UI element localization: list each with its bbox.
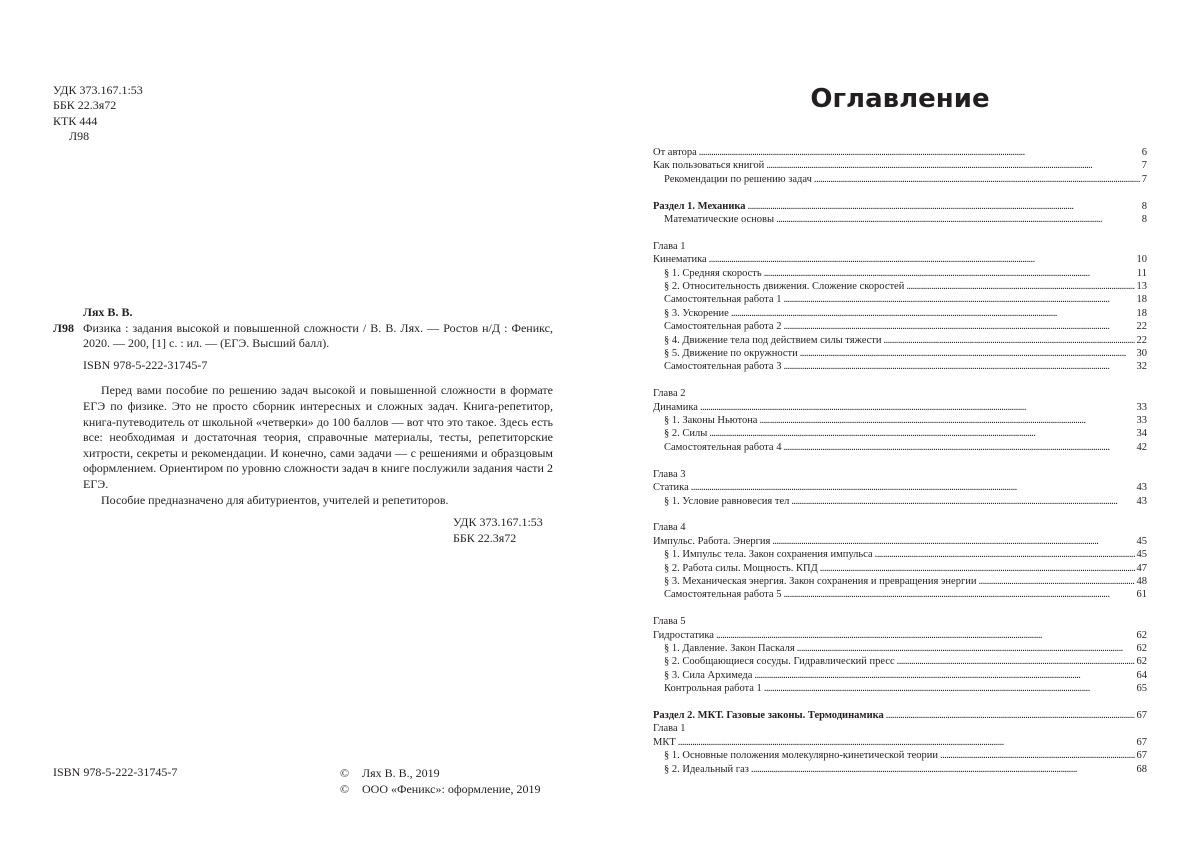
toc-page-number: 11 bbox=[1136, 267, 1147, 279]
toc-entry-title: Раздел 2. МКТ. Газовые законы. Термодинамика bbox=[653, 709, 884, 721]
copyright-line bbox=[340, 781, 541, 797]
toc-entry-title: § 5. Движение по окружности bbox=[664, 348, 798, 360]
toc-row bbox=[653, 280, 1147, 293]
toc-page-number: 10 bbox=[1136, 254, 1147, 266]
toc-page-number: 13 bbox=[1136, 281, 1147, 293]
toc-row bbox=[653, 320, 1147, 333]
toc-entry-title: § 2. Сообщающиеся сосуды. Гидравлический пресс bbox=[664, 656, 895, 668]
copyright-icon: © bbox=[340, 782, 350, 796]
toc-leader-dots bbox=[897, 655, 1135, 668]
toc-row bbox=[653, 347, 1147, 360]
toc-spacer bbox=[653, 186, 1147, 199]
toc-section-row bbox=[653, 200, 1147, 213]
toc-entry-title: § 1. Импульс тела. Закон сохранения импульса bbox=[664, 549, 873, 561]
udk-code: УДК 373.167.1:53 bbox=[53, 83, 143, 97]
toc-leader-dots bbox=[884, 334, 1135, 347]
toc-page-number: 67 bbox=[1136, 709, 1147, 721]
toc-leader-dots bbox=[797, 642, 1135, 655]
toc-page-number: 8 bbox=[1141, 214, 1147, 226]
toc-section-row bbox=[653, 709, 1147, 722]
toc-leader-dots bbox=[764, 267, 1135, 280]
toc-row bbox=[653, 253, 1147, 266]
toc-row bbox=[653, 669, 1147, 682]
toc-row bbox=[653, 146, 1147, 159]
toc-leader-dots bbox=[678, 736, 1135, 749]
toc-row bbox=[653, 562, 1147, 575]
toc-entry-title: § 2. Относительность движения. Сложение скоростей bbox=[664, 281, 905, 293]
toc-leader-dots bbox=[875, 548, 1135, 561]
toc-row bbox=[653, 414, 1147, 427]
toc-row bbox=[653, 267, 1147, 280]
toc-entry-title: Контрольная работа 1 bbox=[664, 683, 762, 695]
copyright-block bbox=[340, 765, 541, 797]
udk-right: УДК 373.167.1:53 bbox=[453, 515, 543, 530]
toc-page-number: 34 bbox=[1136, 428, 1147, 440]
toc-leader-dots bbox=[820, 562, 1135, 575]
toc-spacer bbox=[653, 226, 1147, 239]
toc-page-number: 32 bbox=[1136, 361, 1147, 373]
toc-page-number: 7 bbox=[1141, 173, 1147, 185]
toc-chapter-label: Глава 2 bbox=[653, 388, 686, 400]
toc-row bbox=[653, 535, 1147, 548]
toc-page-number: 18 bbox=[1136, 307, 1147, 319]
classification-codes bbox=[53, 83, 143, 145]
toc-page-number: 18 bbox=[1136, 294, 1147, 306]
toc-entry-title: § 3. Сила Архимеда bbox=[664, 669, 753, 681]
toc-leader-dots bbox=[691, 481, 1135, 494]
toc-page-number: 67 bbox=[1136, 750, 1147, 762]
toc-entry-title: Как пользоваться книгой bbox=[653, 160, 765, 172]
annotation bbox=[53, 383, 553, 508]
toc-page-number: 64 bbox=[1136, 669, 1147, 681]
toc-entry-title: § 2. Силы bbox=[664, 428, 708, 440]
toc-entry-title: § 1. Средняя скорость bbox=[664, 267, 762, 279]
toc-entry-title: § 2. Работа силы. Мощность. КПД bbox=[664, 562, 818, 574]
annotation-paragraph: Пособие предназначено для абитуриентов, учителей и репетиторов. bbox=[101, 492, 449, 507]
toc-chapter-label: Глава 3 bbox=[653, 468, 686, 480]
toc-leader-dots bbox=[783, 441, 1134, 454]
toc-entry-title: Раздел 1. Механика bbox=[653, 200, 746, 212]
toc-leader-dots bbox=[776, 213, 1140, 226]
toc-entry-title: От автора bbox=[653, 147, 697, 158]
toc-page-number: 67 bbox=[1136, 736, 1147, 748]
toc-row bbox=[653, 763, 1147, 776]
toc-leader-dots bbox=[783, 360, 1134, 373]
toc-chapter-label: Глава 4 bbox=[653, 522, 686, 534]
bbk-code: ББК 22.3я72 bbox=[53, 98, 117, 113]
toc-entry-title: Кинематика bbox=[653, 254, 707, 266]
toc-page-number: 42 bbox=[1136, 441, 1147, 453]
ktk-code: КТК 444 bbox=[53, 113, 98, 128]
toc-entry-title: Математические основы bbox=[664, 214, 775, 226]
table-of-contents bbox=[653, 146, 1147, 776]
toc-leader-dots bbox=[709, 253, 1135, 266]
toc-entry-title: МКТ bbox=[653, 736, 676, 748]
toc-row bbox=[653, 307, 1147, 320]
toc-row bbox=[653, 736, 1147, 749]
toc-entry-title: Самостоятельная работа 3 bbox=[664, 361, 782, 373]
toc-row bbox=[653, 749, 1147, 762]
toc-entry-title: § 1. Условие равновесия тел bbox=[664, 495, 790, 507]
toc-leader-dots bbox=[886, 709, 1135, 722]
toc-chapter-label: Глава 5 bbox=[653, 616, 686, 628]
toc-leader-dots bbox=[700, 401, 1135, 414]
bottom-isbn: ISBN 978-5-222-31745-7 bbox=[53, 765, 178, 779]
toc-entry-title: Рекомендации по решению задач bbox=[664, 173, 812, 185]
toc-entry-title: Динамика bbox=[653, 401, 698, 413]
toc-page-number: 62 bbox=[1136, 629, 1147, 641]
toc-row bbox=[653, 173, 1147, 186]
catalog-entry bbox=[53, 321, 553, 352]
toc-row bbox=[653, 441, 1147, 454]
toc-leader-dots bbox=[759, 414, 1134, 427]
toc-leader-dots bbox=[764, 682, 1135, 695]
toc-entry-title: § 4. Движение тела под действием силы тяжести bbox=[664, 334, 882, 346]
toc-page-number: 33 bbox=[1136, 401, 1147, 413]
toc-title: Оглавление bbox=[810, 84, 990, 114]
toc-row bbox=[653, 159, 1147, 172]
classification-footer bbox=[53, 515, 553, 546]
toc-page-number: 65 bbox=[1136, 683, 1147, 695]
author-heading: Лях В. В. bbox=[83, 305, 133, 319]
toc-leader-dots bbox=[814, 173, 1140, 186]
bbk-right: ББК 22.3я72 bbox=[453, 530, 517, 545]
toc-leader-dots bbox=[906, 280, 1134, 293]
toc-leader-dots bbox=[791, 495, 1134, 508]
toc-leader-dots bbox=[754, 669, 1134, 682]
toc-entry-title: Самостоятельная работа 4 bbox=[664, 441, 782, 453]
toc-page-number: 22 bbox=[1136, 321, 1147, 333]
toc-leader-dots bbox=[766, 159, 1139, 172]
toc-leader-dots bbox=[709, 427, 1134, 440]
toc-row bbox=[653, 655, 1147, 668]
toc-row bbox=[653, 629, 1147, 642]
toc-entry-title: Гидростатика bbox=[653, 629, 714, 641]
toc-spacer bbox=[653, 696, 1147, 709]
toc-page-number: 62 bbox=[1136, 642, 1147, 654]
annotation-paragraph: Перед вами пособие по решению задач высокой и повышенной сложности в формате ЕГЭ по физике. Это не просто сборник интересных и сложных задач. Книга-репетитор, книга-путеводитель от школьной «четверки» до 100 баллов — вот что это такое. Здесь есть все: необходимая и достаточная теория, справочные материалы, тесты, репетиторские хитрости, секреты и рекомендации. И конечно, сами задачи — с решениями и образцовым оформлением. Ориентиром по уровню сложности задач в книге послужили задания части 2 ЕГЭ. bbox=[83, 383, 553, 491]
toc-leader-dots bbox=[800, 347, 1135, 360]
contents-page bbox=[600, 0, 1200, 847]
copyright-text: ООО «Феникс»: оформление, 2019 bbox=[362, 782, 541, 796]
toc-page-number: 43 bbox=[1136, 495, 1147, 507]
toc-row bbox=[653, 575, 1147, 588]
toc-entry-title: § 1. Законы Ньютона bbox=[664, 415, 758, 427]
toc-row bbox=[653, 213, 1147, 226]
toc-entry-title: § 3. Ускорение bbox=[664, 307, 729, 319]
toc-leader-dots bbox=[979, 575, 1135, 588]
toc-page-number: 33 bbox=[1136, 415, 1147, 427]
toc-entry-title: § 2. Идеальный газ bbox=[664, 763, 749, 775]
toc-page-number: 22 bbox=[1136, 334, 1147, 346]
bibliographic-record bbox=[53, 305, 553, 546]
toc-row bbox=[653, 360, 1147, 373]
author-cipher-code: Л98 bbox=[69, 129, 90, 144]
toc-page-number: 43 bbox=[1136, 482, 1147, 494]
toc-row bbox=[653, 642, 1147, 655]
toc-page-number: 30 bbox=[1136, 348, 1147, 360]
toc-leader-dots bbox=[940, 749, 1134, 762]
copyright-text: Лях В. В., 2019 bbox=[362, 766, 440, 780]
toc-page-number: 61 bbox=[1136, 589, 1147, 601]
toc-leader-dots bbox=[783, 293, 1134, 306]
toc-entry-title: Самостоятельная работа 1 bbox=[664, 294, 782, 306]
toc-spacer bbox=[653, 508, 1147, 521]
toc-leader-dots bbox=[748, 200, 1140, 213]
toc-entry-title: Самостоятельная работа 5 bbox=[664, 589, 782, 601]
copyright-line bbox=[340, 765, 541, 781]
toc-entry-title: Самостоятельная работа 2 bbox=[664, 321, 782, 333]
toc-entry-title: § 1. Давление. Закон Паскаля bbox=[664, 642, 795, 654]
toc-entry-title: Статика bbox=[653, 482, 689, 494]
toc-spacer bbox=[653, 374, 1147, 387]
toc-page-number: 7 bbox=[1141, 160, 1147, 172]
toc-row bbox=[653, 334, 1147, 347]
toc-row bbox=[653, 682, 1147, 695]
toc-entry-title: § 3. Механическая энергия. Закон сохранения и превращения энергии bbox=[664, 575, 977, 587]
toc-row bbox=[653, 293, 1147, 306]
toc-page-number: 45 bbox=[1136, 535, 1147, 547]
toc-page-number: 48 bbox=[1136, 575, 1147, 587]
toc-entry-title: § 1. Основные положения молекулярно-кинетической теории bbox=[664, 750, 939, 762]
toc-page-number: 62 bbox=[1136, 656, 1147, 668]
toc-spacer bbox=[653, 454, 1147, 467]
toc-leader-dots bbox=[731, 307, 1135, 320]
toc-row bbox=[653, 548, 1147, 561]
toc-chapter-label: Глава 1 bbox=[653, 723, 686, 735]
toc-page-number: 6 bbox=[1141, 147, 1147, 158]
toc-leader-dots bbox=[772, 535, 1134, 548]
toc-chapter-label: Глава 1 bbox=[653, 240, 686, 252]
toc-row bbox=[653, 427, 1147, 440]
toc-row bbox=[653, 495, 1147, 508]
copyright-icon: © bbox=[340, 766, 350, 780]
toc-leader-dots bbox=[783, 320, 1134, 333]
toc-page-number: 47 bbox=[1136, 562, 1147, 574]
toc-row bbox=[653, 401, 1147, 414]
author-cipher: Л98 bbox=[53, 320, 74, 335]
toc-page-number: 45 bbox=[1136, 549, 1147, 561]
toc-leader-dots bbox=[783, 588, 1134, 601]
toc-row bbox=[653, 588, 1147, 601]
toc-page-number: 8 bbox=[1141, 200, 1147, 212]
toc-row bbox=[653, 481, 1147, 494]
toc-spacer bbox=[653, 602, 1147, 615]
entry-text: Физика : задания высокой и повышенной сложности / В. В. Лях. — Ростов н/Д : Феникс, 2020. — 200, [1] с. : ил. — (ЕГЭ. Высший балл). bbox=[83, 320, 553, 351]
toc-leader-dots bbox=[699, 146, 1140, 159]
toc-entry-title: Импульс. Работа. Энергия bbox=[653, 535, 771, 547]
toc-leader-dots bbox=[716, 629, 1135, 642]
toc-page-number: 68 bbox=[1136, 763, 1147, 775]
toc-leader-dots bbox=[751, 763, 1135, 776]
isbn-line: ISBN 978-5-222-31745-7 bbox=[83, 357, 208, 372]
